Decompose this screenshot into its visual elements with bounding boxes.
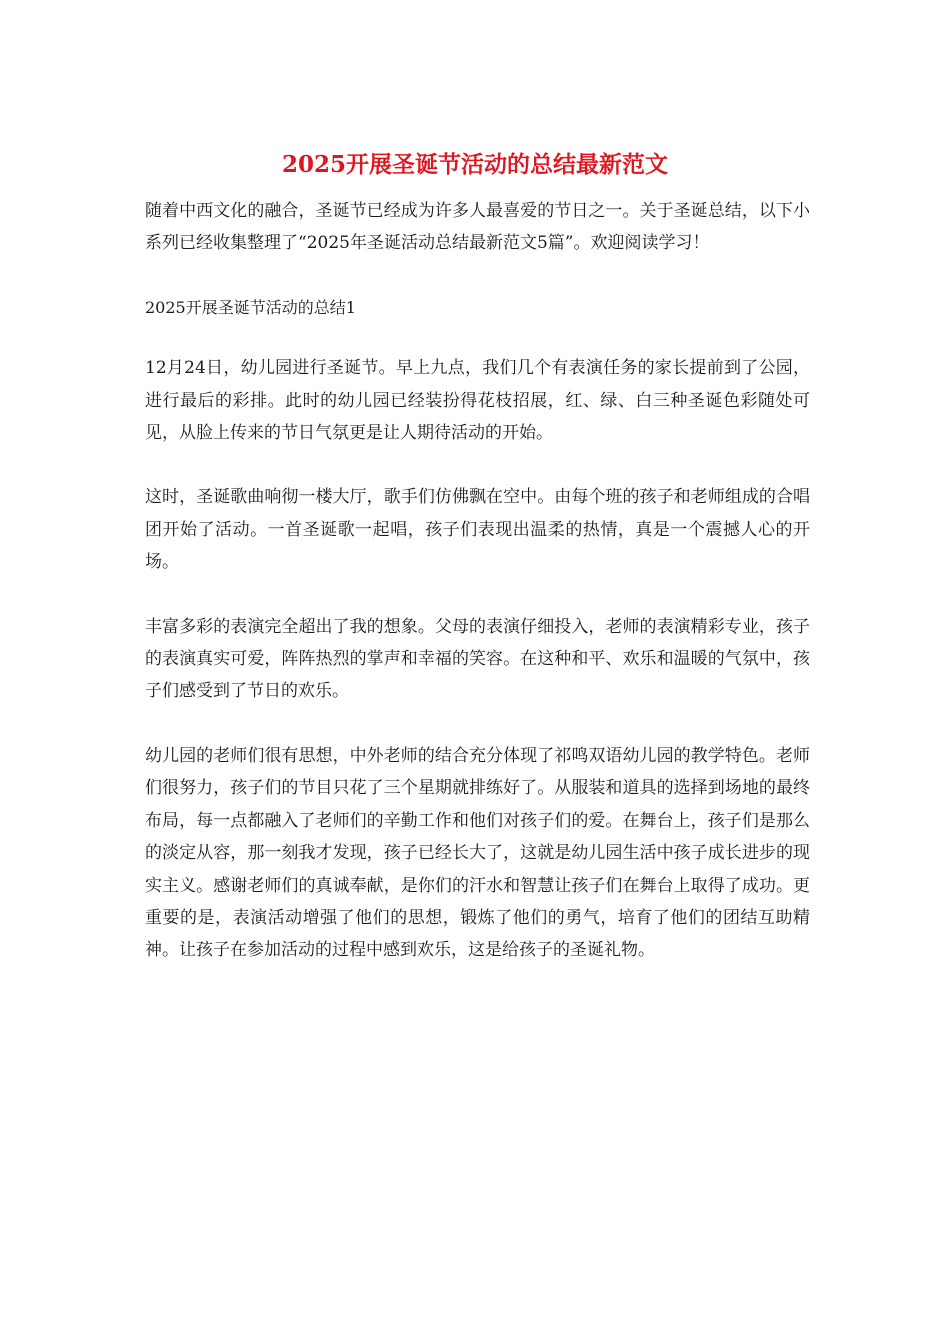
intro-paragraph: 随着中西文化的融合，圣诞节已经成为许多人最喜爱的节日之一。关于圣诞总结，以下小系列已经收集整理了“2025年圣诞活动总结最新范文5篇”。欢迎阅读学习！ <box>145 201 810 254</box>
body-paragraph-1: 12月24日，幼儿园进行圣诞节。早上九点，我们几个有表演任务的家长提前到了公园，进行最后的彩排。此时的幼儿园已经装扮得花枝招展，红、绿、白三种圣诞色彩随处可见，从脸上传来的节日气氛更是让人期待活动的开始。 <box>145 358 810 444</box>
body-paragraph-3: 丰富多彩的表演完全超出了我的想象。父母的表演仔细投入，老师的表演精彩专业，孩子的表演真实可爱，阵阵热烈的掌声和幸福的笑容。在这种和平、欢乐和温暖的气氛中，孩子们感受到了节日的欢乐。 <box>145 616 810 702</box>
document-body <box>145 195 810 999</box>
document-title: 2025开展圣诞节活动的总结最新范文 <box>281 151 668 178</box>
section-heading: 2025开展圣诞节活动的总结1 <box>145 297 356 317</box>
body-paragraph-2: 这时，圣诞歌曲响彻一楼大厅，歌手们仿佛飘在空中。由每个班的孩子和老师组成的合唱团开始了活动。一首圣诞歌一起唱，孩子们表现出温柔的热情，真是一个震撼人心的开场。 <box>145 487 810 573</box>
body-paragraph-4: 幼儿园的老师们很有思想，中外老师的结合充分体现了祁鸣双语幼儿园的教学特色。老师们很努力，孩子们的节目只花了三个星期就排练好了。从服装和道具的选择到场地的最终布局，每一点都融入了老师们的辛勤工作和他们对孩子们的爱。在舞台上，孩子们是那么的淡定从容，那一刻我才发现，孩子已经长大了，这就是幼儿园生活中孩子成长进步的现实主义。感谢老师们的真诚奉献，是你们的汗水和智慧让孩子们在舞台上取得了成功。更重要的是，表演活动增强了他们的思想，锻炼了他们的勇气，培育了他们的团结互助精神。让孩子在参加活动的过程中感到欢乐，这是给孩子的圣诞礼物。 <box>145 745 810 961</box>
